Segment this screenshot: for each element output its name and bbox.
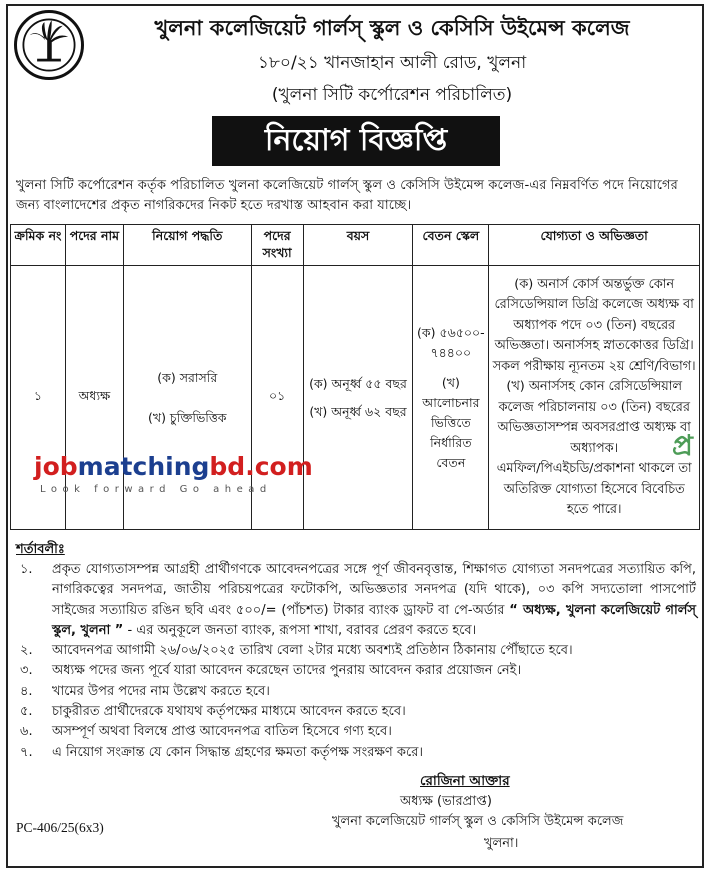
qualification-extra: এমফিল/পিএইচডি/প্রকাশনা থাকলে তা অতিরিক্ত যোগ্যতা হিসেবে বিবেচিত হতে পারে। (496, 461, 692, 517)
signatory-city: খুলনা। (484, 836, 519, 851)
cell-age (303, 266, 413, 530)
col-header-salary: বেতন স্কেল (413, 225, 489, 266)
managed-by: (খুলনা সিটি কর্পোরেশন পরিচালিত) (271, 85, 513, 105)
signatory-title: অধ্যক্ষ (ভারপ্রাপ্ত) (400, 794, 492, 809)
salary-negotiable: (খ) আলোচনার ভিত্তিতে নির্ধারিত বেতন (422, 374, 480, 470)
pc-code: PC-406/25(6x3) (16, 820, 104, 835)
col-header-serial: ক্রমিক নং (11, 225, 66, 266)
cell-count: ০১ (251, 266, 303, 530)
col-header-age: বয়স (303, 225, 413, 266)
age-contract: (খ) অনূর্ধ্ব ৬২ বছর (309, 403, 407, 419)
list-item: ৭. এ নিয়োগ সংক্রান্ত যে কোন সিদ্ধান্ত গ্রহণের ক্ষমতা কর্তৃপক্ষ সংরক্ষণ করে। (20, 744, 424, 760)
list-item: ৫. চাকুরীরত প্রার্থীদেরকে যথাযথ কর্তৃপক্ষের মাধ্যমে আবেদন করতে হবে। (20, 704, 406, 720)
terms-list (16, 560, 696, 763)
watermark-right-mark: প্র (672, 429, 693, 462)
institution-address: ১৮০/২১ খানজাহান আলী রোড, খুলনা (257, 53, 527, 73)
cell-qualification (489, 266, 700, 530)
table-header-row (11, 225, 700, 266)
signatory-institution: খুলনা কলেজিয়েট গার্লস্ স্কুল ও কেসিসি উইমেন্স কলেজ (332, 814, 624, 829)
institution-name: খুলনা কলেজিয়েট গার্লস্ স্কুল ও কেসিসি উইমেন্স কলেজ (154, 16, 630, 40)
age-direct: (ক) অনূর্ধ্ব ৫৫ বছর (309, 375, 407, 391)
tree-logo-icon (17, 13, 81, 77)
watermark-bd: bd.com (209, 452, 313, 481)
method-direct: (ক) সরাসরি (157, 369, 218, 385)
signatory-name: রোজিনা আক্তার (420, 773, 510, 789)
method-contract: (খ) চুক্তিভিত্তিক (147, 409, 227, 425)
list-item: ১. প্রকৃত যোগ্যতাসম্পন্ন আগ্রহী প্রার্থীগণকে আবেদনপত্রের সঙ্গে পূর্ণ জীবনবৃত্তান্ত, শিক্ষাগত যোগ্যতা সনদপত্রের সত্যায়িত কপি, নাগরিকত্বের সনদপত্র, জাতীয় পরিচয়পত্রের ফটোকপি, অভিজ্ঞতার সনদপত্র (যদি থাকে), ০৩ কপি সদ্যতোলা পাসপোর্ট সাইজের সত্যায়িত রঙিন ছবি এবং ৫০০/= (পাঁচশত) টাকার ব্যাংক ড্রাফট বা পে-অর্ডার “ অধ্যক্ষ, খুলনা কলেজিয়েট গার্লস্ স্কুল, খুলনা ” - এর অনুকূলে জনতা ব্যাংক, রূপসা শাখা, বরাবর প্রেরণ করতে হবে। (20, 562, 696, 638)
qualification-b: (খ) অনার্সসহ কোন রেসিডেন্সিয়াল কলেজ পরিচালনায় ০৩ (তিন) বছরের অভিজ্ঞতাসম্পন্ন অবসরপ্রাপ্ত অধ্যক্ষ বা অধ্যাপক। (497, 379, 691, 456)
watermark-matching: matching (77, 452, 210, 481)
cell-serial: ১ (11, 266, 66, 530)
watermark-tagline: Look forward Go ahead (40, 484, 272, 495)
list-item: ৩. অধ্যক্ষ পদের জন্য পূর্বে যারা আবেদন করেছেন তাদের পুনরায় আবেদন করার প্রয়োজন নেই। (20, 663, 522, 679)
cell-salary (413, 266, 489, 530)
qualification-a: (ক) অনার্স কোর্স অন্তর্ভুক্ত কোন রেসিডেন্সিয়াল ডিগ্রি কলেজে অধ্যক্ষ বা অধ্যাপক পদে ০৩ (তিন) বছরের অভিজ্ঞতা। অনার্সসহ স্নাতকোত্তর ডিগ্রি। সকল পরীক্ষায় ন্যূনতম ২য় শ্রেণি/বিভাগ। (492, 276, 696, 374)
notice-banner: নিয়োগ বিজ্ঞপ্তি (212, 116, 500, 166)
institution-logo (14, 10, 84, 80)
list-item: ৬. অসম্পূর্ণ অথবা বিলম্বে প্রাপ্ত আবেদনপত্র বাতিল হিসেবে গণ্য হবে। (20, 724, 392, 740)
salary-scale: (ক) ৫৬৫০০- ৭৪৪০০ (417, 324, 485, 360)
terms-title: শর্তাবলীঃ (16, 542, 65, 557)
col-header-count: পদের সংখ্যা (251, 225, 303, 266)
intro-paragraph: খুলনা সিটি কর্পোরেশন কর্তৃক পরিচালিত খুলনা কলেজিয়েট গার্লস্ স্কুল ও কেসিসি উইমেন্স কলেজ-এর নিম্নবর্ণিত পদে নিয়োগের জন্য বাংলাদেশের প্রকৃত নাগরিকদের নিকট হতে দরখাস্ত আহবান করা যাচ্ছে। (16, 178, 678, 213)
list-item: ২. আবেদনপত্র আগামী ২৬/০৬/২০২৫ তারিখ বেলা ২টার মধ্যে অবশ্যই প্রতিষ্ঠান ঠিকানায় পৌঁছাতে হবে। (20, 643, 573, 659)
col-header-method: নিয়োগ পদ্ধতি (123, 225, 251, 266)
col-header-post: পদের নাম (65, 225, 123, 266)
watermark-logo (34, 452, 313, 481)
col-header-qualification: যোগ্যতা ও অভিজ্ঞতা (489, 225, 700, 266)
watermark-job: job (34, 452, 78, 481)
cell-post: অধ্যক্ষ (65, 266, 123, 530)
list-item: ৪. খামের উপর পদের নাম উল্লেখ করতে হবে। (20, 683, 270, 699)
